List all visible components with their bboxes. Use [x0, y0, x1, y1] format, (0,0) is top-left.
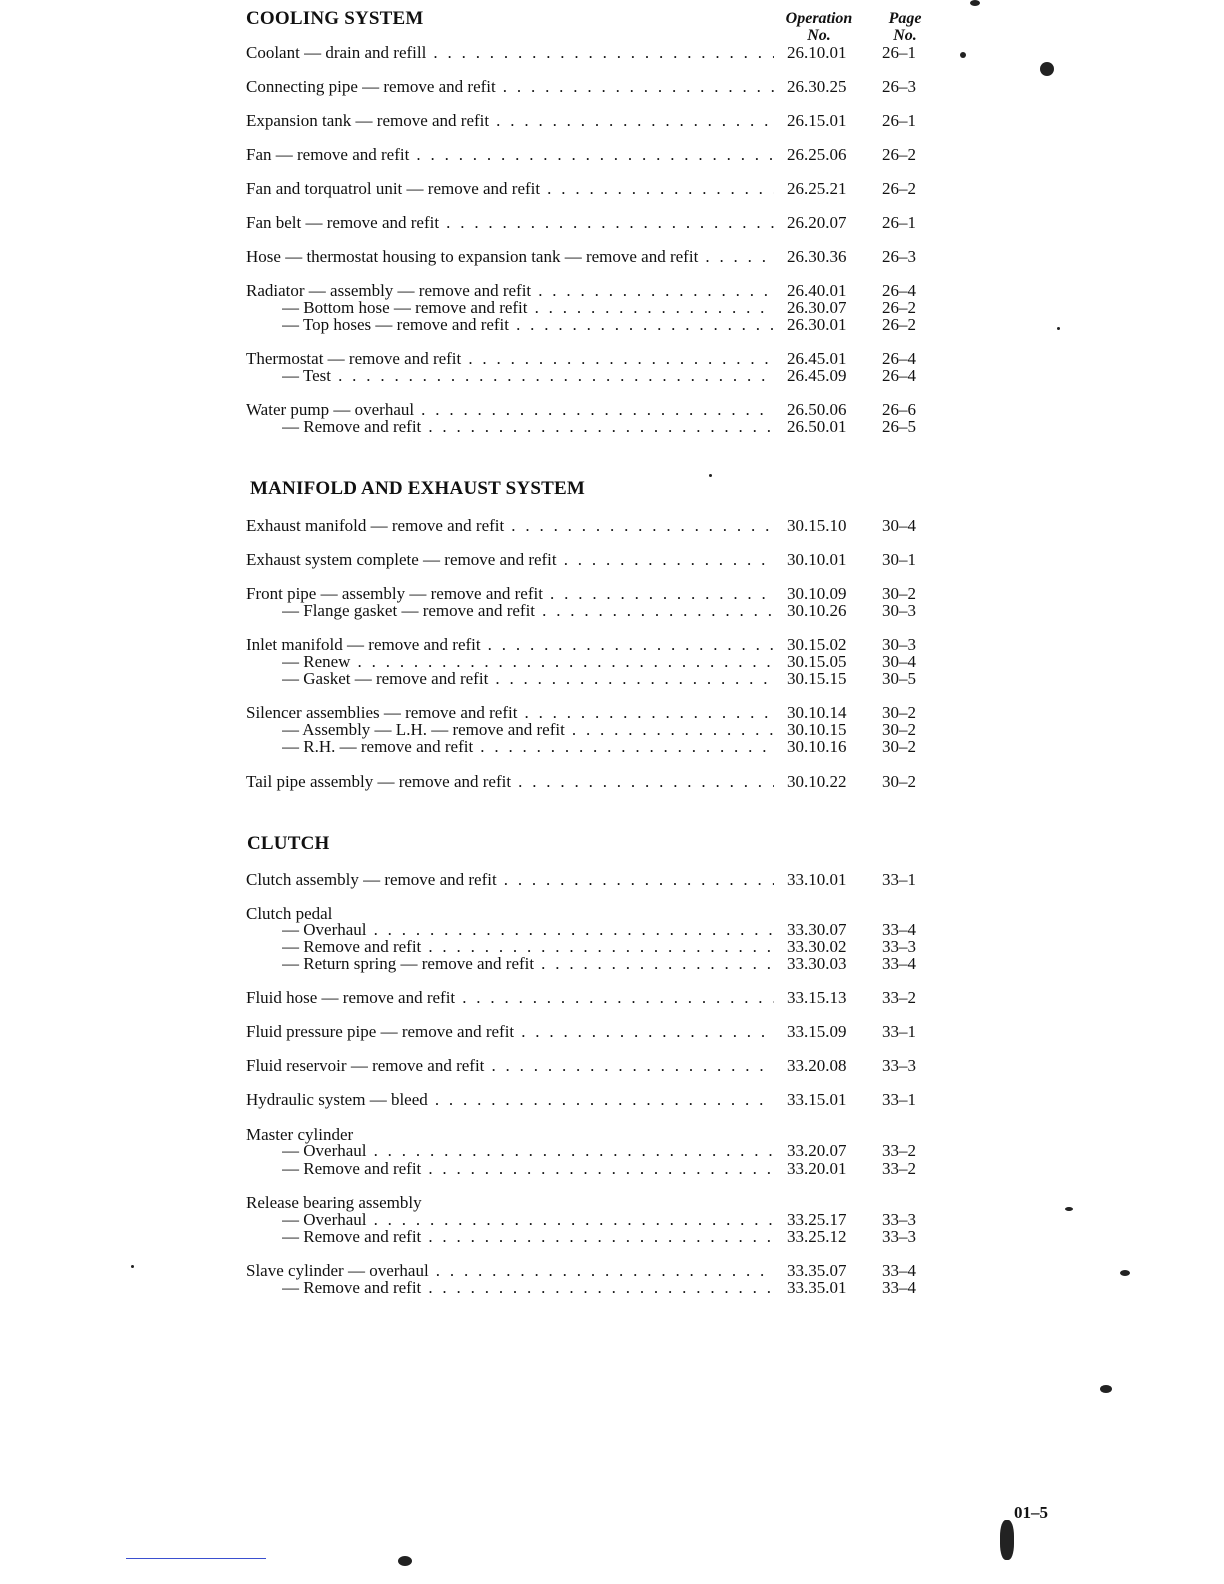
- scan-speck: [1100, 1385, 1112, 1393]
- operation-number: 26.45.09: [787, 366, 847, 385]
- scan-speck: [398, 1556, 412, 1566]
- page-reference: 30–4: [882, 652, 916, 671]
- page-number: 01–5: [1014, 1503, 1048, 1522]
- entry-label: Fluid hose — remove and refit . . .: [246, 989, 774, 1007]
- scan-speck: [1120, 1270, 1130, 1276]
- operation-header-line1: Operation: [785, 10, 853, 27]
- operation-number: 33.20.07: [787, 1141, 847, 1160]
- operation-number: 30.10.09: [787, 584, 847, 603]
- page-reference: 26–2: [882, 145, 916, 164]
- operation-number: 26.50.01: [787, 417, 847, 436]
- page-reference: 26–4: [882, 366, 916, 385]
- operation-number: 33.35.07: [787, 1261, 847, 1280]
- page-reference: 30–2: [882, 584, 916, 603]
- operation-number: 30.10.15: [787, 720, 847, 739]
- operation-number: 26.30.36: [787, 247, 847, 266]
- page-reference: 26–3: [882, 247, 916, 266]
- page-reference: 33–2: [882, 1141, 916, 1160]
- sub-entry-label: — Remove and refit . . .: [282, 1279, 774, 1297]
- page-reference: 33–3: [882, 937, 916, 956]
- page-reference: 33–2: [882, 988, 916, 1007]
- page-reference: 30–4: [882, 516, 916, 535]
- page-reference: 30–2: [882, 772, 916, 791]
- scan-speck: [970, 0, 980, 6]
- operation-number: 33.20.08: [787, 1056, 847, 1075]
- operation-number: 33.35.01: [787, 1278, 847, 1297]
- entry-label: Fan and torquatrol unit — remove and refit . . .: [246, 180, 774, 198]
- scan-speck: [131, 1265, 134, 1268]
- scan-speck: [1040, 62, 1054, 76]
- page-reference: 30–1: [882, 550, 916, 569]
- sub-entry-label: — Test . . .: [282, 367, 774, 385]
- page-reference: 33–3: [882, 1210, 916, 1229]
- operation-number: 33.15.09: [787, 1022, 847, 1041]
- section-title-clutch: CLUTCH: [247, 833, 330, 854]
- operation-number: 30.15.15: [787, 669, 847, 688]
- operation-number: 26.10.01: [787, 43, 847, 62]
- page-reference: 30–3: [882, 635, 916, 654]
- sub-entry-label: — Bottom hose — remove and refit . . .: [282, 299, 774, 317]
- operation-number: 30.10.01: [787, 550, 847, 569]
- sub-entry-label: — Remove and refit . . .: [282, 938, 774, 956]
- entry-label: Slave cylinder — overhaul . . .: [246, 1262, 774, 1280]
- operation-number: 30.15.10: [787, 516, 847, 535]
- page-reference: 26–3: [882, 77, 916, 96]
- page-reference: 33–3: [882, 1227, 916, 1246]
- scan-speck: [960, 52, 966, 58]
- sub-entry-label: — Return spring — remove and refit . . .: [282, 955, 774, 973]
- sub-entry-label: — Remove and refit . . .: [282, 1160, 774, 1178]
- sub-entry-label: — Flange gasket — remove and refit . . .: [282, 602, 774, 620]
- page-reference: 26–5: [882, 417, 916, 436]
- entry-label: Fan — remove and refit . . .: [246, 146, 774, 164]
- scan-speck: [1000, 1520, 1014, 1560]
- operation-number: 26.30.07: [787, 298, 847, 317]
- operation-number: 30.15.02: [787, 635, 847, 654]
- entry-label: Fluid reservoir — remove and refit . . .: [246, 1057, 774, 1075]
- entry-label: Hydraulic system — bleed . . .: [246, 1091, 774, 1109]
- page-reference: 26–1: [882, 213, 916, 232]
- operation-number: 30.10.14: [787, 703, 847, 722]
- page-reference: 26–4: [882, 349, 916, 368]
- operation-number: 26.30.01: [787, 315, 847, 334]
- section-title-manifold: MANIFOLD AND EXHAUST SYSTEM: [250, 478, 585, 499]
- operation-number: 30.10.22: [787, 772, 847, 791]
- sub-entry-label: — Remove and refit . . .: [282, 418, 774, 436]
- entry-label: Fan belt — remove and refit . . .: [246, 214, 774, 232]
- operation-number: 33.30.02: [787, 937, 847, 956]
- operation-header-line2: No.: [807, 27, 831, 44]
- operation-number: 26.30.25: [787, 77, 847, 96]
- operation-number: 33.10.01: [787, 870, 847, 889]
- page-reference: 30–2: [882, 703, 916, 722]
- page-header-line2: No.: [893, 27, 917, 44]
- page-reference: 33–3: [882, 1056, 916, 1075]
- sub-entry-label: — R.H. — remove and refit . . .: [282, 738, 774, 756]
- entry-label: Fluid pressure pipe — remove and refit . . .: [246, 1023, 774, 1041]
- page-reference: 33–1: [882, 1022, 916, 1041]
- page-no-header: [882, 10, 928, 44]
- operation-number: 26.25.21: [787, 179, 847, 198]
- entry-label: Expansion tank — remove and refit . . .: [246, 112, 774, 130]
- entry-label: Release bearing assembly: [246, 1194, 422, 1212]
- sub-entry-label: — Renew . . .: [282, 653, 774, 671]
- page-reference: 30–3: [882, 601, 916, 620]
- entry-label: Inlet manifold — remove and refit . . .: [246, 636, 774, 654]
- operation-number: 26.45.01: [787, 349, 847, 368]
- sub-entry-label: — Overhaul . . .: [282, 1142, 774, 1160]
- page-header-line1: Page: [888, 10, 922, 27]
- operation-number: 26.15.01: [787, 111, 847, 130]
- page-reference: 33–1: [882, 870, 916, 889]
- operation-number: 26.20.07: [787, 213, 847, 232]
- sub-entry-label: — Gasket — remove and refit . . .: [282, 670, 774, 688]
- entry-label: Exhaust system complete — remove and refit . . .: [246, 551, 774, 569]
- page-reference: 26–1: [882, 111, 916, 130]
- operation-number: 33.25.17: [787, 1210, 847, 1229]
- entry-label: Tail pipe assembly — remove and refit . . .: [246, 773, 774, 791]
- entry-label: Master cylinder: [246, 1126, 354, 1144]
- section-title-cooling: COOLING SYSTEM: [246, 8, 424, 29]
- operation-number: 33.30.07: [787, 920, 847, 939]
- entry-label: Exhaust manifold — remove and refit . . .: [246, 517, 774, 535]
- page-reference: 26–2: [882, 179, 916, 198]
- page-reference: 33–4: [882, 920, 916, 939]
- entry-label: Clutch assembly — remove and refit . . .: [246, 871, 774, 889]
- entry-label: Radiator — assembly — remove and refit . . .: [246, 282, 774, 300]
- operation-number: 33.20.01: [787, 1159, 847, 1178]
- entry-label: Hose — thermostat housing to expansion tank — remove and refit . . .: [246, 248, 774, 266]
- operation-number: 33.25.12: [787, 1227, 847, 1246]
- operation-number: 33.15.13: [787, 988, 847, 1007]
- page-reference: 30–2: [882, 720, 916, 739]
- entry-label: Front pipe — assembly — remove and refit . . .: [246, 585, 774, 603]
- page-reference: 33–4: [882, 1278, 916, 1297]
- operation-number: 30.15.05: [787, 652, 847, 671]
- page-reference: 30–5: [882, 669, 916, 688]
- scan-speck: [1065, 1207, 1073, 1211]
- scan-speck: [709, 474, 712, 477]
- page-reference: 33–4: [882, 954, 916, 973]
- entry-label: Water pump — overhaul . . .: [246, 401, 774, 419]
- page-reference: 26–6: [882, 400, 916, 419]
- page-reference: 33–4: [882, 1261, 916, 1280]
- page-reference: 30–2: [882, 737, 916, 756]
- operation-number: 33.15.01: [787, 1090, 847, 1109]
- sub-entry-label: — Top hoses — remove and refit . . .: [282, 316, 774, 334]
- sub-entry-label: — Overhaul . . .: [282, 1211, 774, 1229]
- page-reference: 26–2: [882, 298, 916, 317]
- sub-entry-label: — Remove and refit . . .: [282, 1228, 774, 1246]
- entry-label: Thermostat — remove and refit . . .: [246, 350, 774, 368]
- entry-label: Silencer assemblies — remove and refit . . .: [246, 704, 774, 722]
- operation-number: 30.10.26: [787, 601, 847, 620]
- sub-entry-label: — Overhaul . . .: [282, 921, 774, 939]
- page-reference: 33–1: [882, 1090, 916, 1109]
- scan-speck: [1057, 327, 1060, 330]
- page-reference: 26–4: [882, 281, 916, 300]
- operation-number: 33.30.03: [787, 954, 847, 973]
- entry-label: Coolant — drain and refill . . .: [246, 44, 774, 62]
- operation-number: 30.10.16: [787, 737, 847, 756]
- operation-number: 26.40.01: [787, 281, 847, 300]
- operation-number: 26.25.06: [787, 145, 847, 164]
- sub-entry-label: — Assembly — L.H. — remove and refit . . .: [282, 721, 774, 739]
- page-reference: 26–2: [882, 315, 916, 334]
- entry-label: Connecting pipe — remove and refit . . .: [246, 78, 774, 96]
- entry-label: Clutch pedal: [246, 905, 333, 923]
- page-reference: 26–1: [882, 43, 916, 62]
- page-reference: 33–2: [882, 1159, 916, 1178]
- operation-number: 26.50.06: [787, 400, 847, 419]
- operation-no-header: [778, 10, 860, 44]
- footer-rule: [126, 1558, 266, 1559]
